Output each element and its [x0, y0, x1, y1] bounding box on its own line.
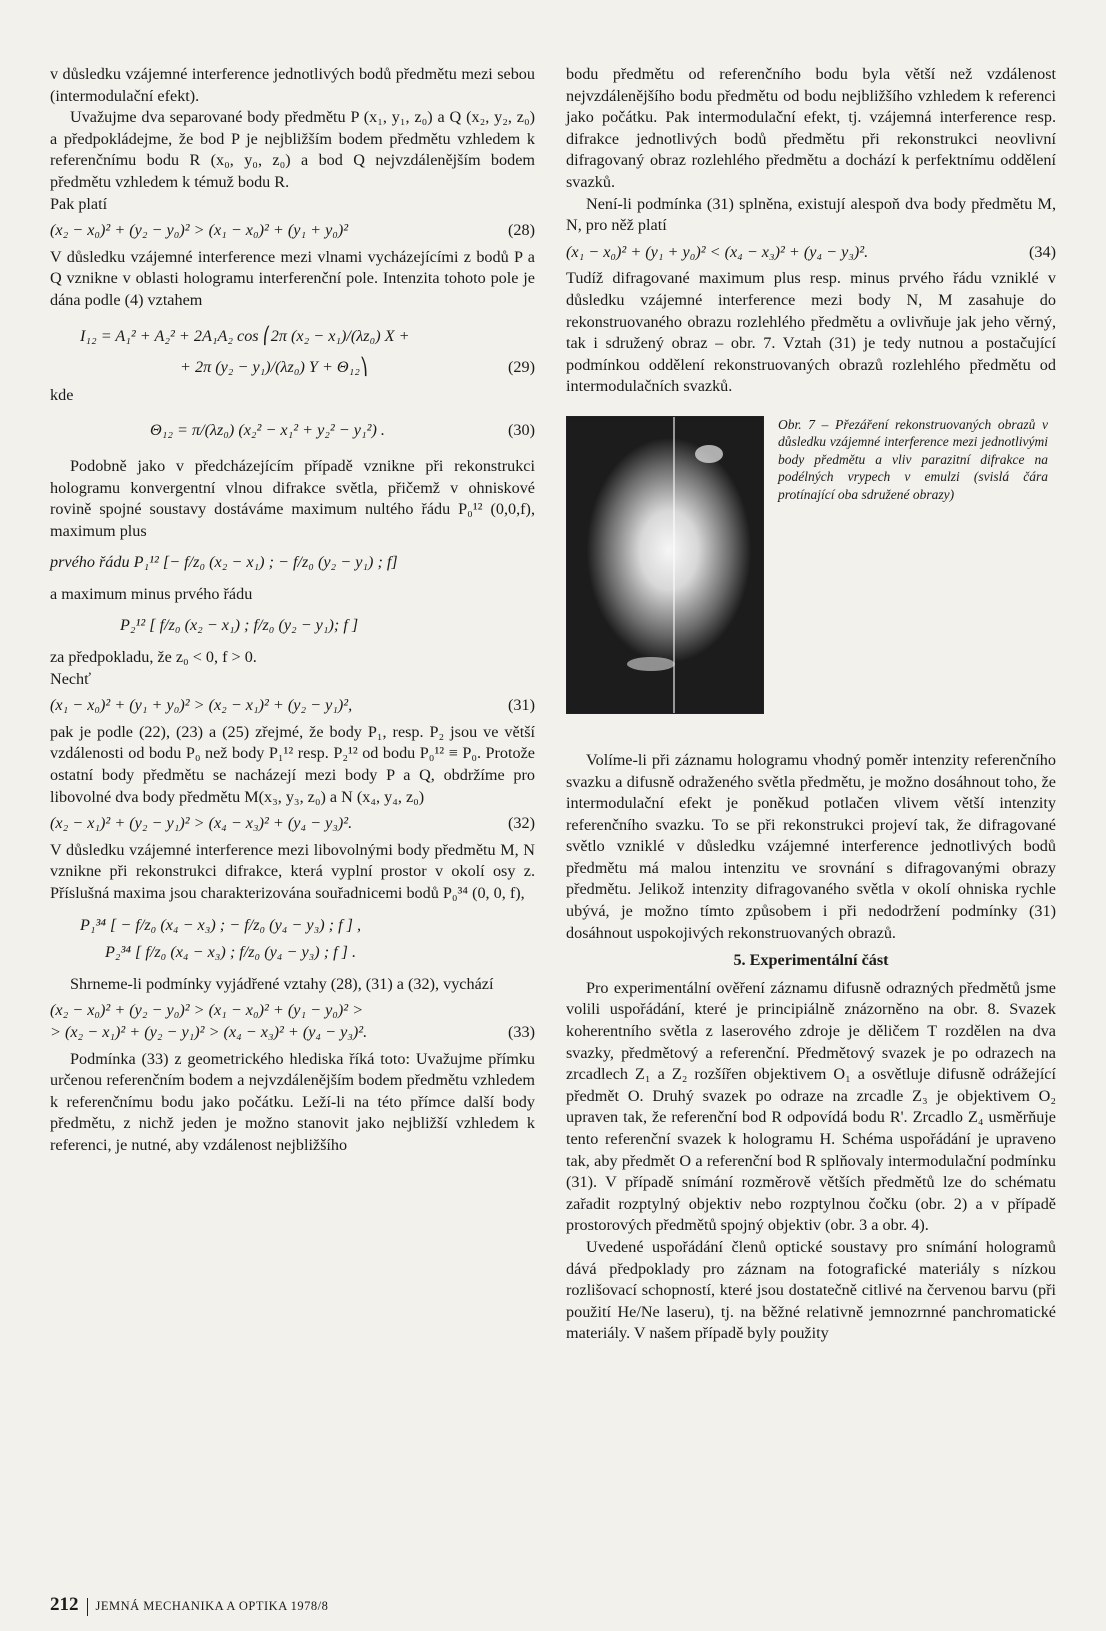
- page-number: 212: [50, 1594, 79, 1615]
- paragraph: Není-li podmínka (31) splněna, existují alespoň dva body předmětu M, N, pro něž platí: [566, 194, 1056, 235]
- paragraph: Volíme-li při záznamu hologramu vhodný poměr intenzity referenčního svazku a difusně odraženého světla předmětu, je možno dosáhnout toho, že intermodulační efekt je poněkud potlačen vlivem větší intenzity referenčního svazku. To se při rekonstrukci projeví tak, že difragované světlo vzniklé v důsledku vzájemné interference jednotlivých bodů předmětu má malou intenzitu ve srovnání s difragovanými obrazy předmětu. Jelikož intenzity difragovaného světla v okolí ohniska rychle ubývá, je možno tímto způsobem i při nedodržení podmínky (31) dosáhnout uspokojivých rekonstruovaných obrazů.: [566, 750, 1056, 942]
- reconstructed-image-spot: [627, 657, 675, 671]
- vertical-scratch-line: [673, 417, 675, 713]
- paragraph: v důsledku vzájemné interference jednotlivých bodů předmětu mezi sebou (intermodulační efekt).: [50, 65, 535, 105]
- paragraph: Shrneme-li podmínky vyjádřené vztahy (28), (31) a (32), vychází: [70, 974, 494, 993]
- right-column: [566, 64, 1056, 1345]
- paragraph: pak je podle (22), (23) a (25) zřejmé, že body P₁, resp. P₂ jsou ve větší vzdálenosti od bodu P₀ než body P₁¹² resp. P₂¹² od bodu P₀¹² ≡ P₀. Protože ostatní body předmětu se nacházejí mezi body P a Q, obdržíme pro libovolné dva body předmětu M(x₃, y₃, z₀) a N (x₄, y₄, z₀): [50, 722, 535, 806]
- equation-29: I₁₂ = A₁² + A₂² + 2A₁A₂ cos ⎛2π (x₂ − x₁)/(λz₀) X + + 2π (y₂ − y₁)/(λz₀) Y + Θ₁₂⎞ (29): [80, 326, 535, 377]
- figure-7: [566, 416, 1056, 714]
- equation-34: (x₁ − x₀)² + (y₁ + y₀)² < (x₄ − x₃)² + (y₄ − y₃)². (34): [566, 242, 1056, 261]
- equation-32: (x₂ − x₁)² + (y₂ − y₁)² > (x₄ − x₃)² + (y₄ − y₃)². (32): [50, 814, 535, 833]
- paragraph: Uvedené uspořádání členů optické soustavy pro snímání hologramů dává předpoklady pro záznam na fotografické materiály s nízkou rozlišovací schopností, které jsou dostatečně citlivé na červenou barvu (při použití He/Ne laseru), tj. na běžné relativně jemnozrnné panchromatické materiály. V našem případě byly použity: [566, 1237, 1056, 1343]
- divider: [87, 1598, 88, 1616]
- journal-name: JEMNÁ MECHANIKA A OPTIKA 1978/8: [95, 1599, 329, 1613]
- paragraph: Pro experimentální ověření záznamu difusně odrazných předmětů jsme volili uspořádání, které je principiálně znázorněno na obr. 8. Svazek koherentního světla z laserového zdroje je děličem T rozdělen na dva svazky, předmětový a referenční. Předmětový svazek je po odrazech na zrcadlech Z₁ a Z₂ rozšířen objektivem O₁ a osvětluje difusně odrážející předmět O. Druhý svazek po odraze na zrcadle Z₃ je objektivem O₂ upraven tak, že referenční bod R odpovídá bodu R'. Zrcadlo Z₄ usměrňuje tento referenční svazek k hologramu H. Schéma uspořádání je upraveno tak, aby předmět O a referenční bod R splňovaly intermodulační podmínku (31). V případě snímání rozměrově větších předmětů lze do schématu zařadit rozptylný objektiv nebo rozptylnou čočku (obr. 2) a v případě prostorových předmětů spojný objektiv (obr. 3 a obr. 4).: [566, 978, 1056, 1235]
- equation-28: (x₂ − x₀)² + (y₂ − y₀)² > (x₁ − x₀)² + (y₁ + y₀)² (28): [50, 221, 535, 240]
- paragraph: V důsledku vzájemné interference mezi vlnami vycházejícími z bodů P a Q vznikne v oblasti hologramu interferenční pole. Intenzita tohoto pole je dána podle (4) vztahem: [50, 247, 535, 309]
- reconstructed-image-spot: [695, 445, 723, 463]
- paragraph: Pak platí: [50, 194, 108, 213]
- equation-p2-34: P₂³⁴ [ f/z₀ (x₄ − x₃) ; f/z₀ (y₄ − y₃) ; f ] .: [105, 943, 357, 962]
- paragraph: Podmínka (33) z geometrického hlediska říká toto: Uvažujme přímku určenou referenčním bodem a nejvzdálenějším bodem předmětu vzhledem k referenčnímu bodu jako počátku. Leží-li na této přímce další body předmětu, z nichž jeden je možno stanovit jako nejbližší vzhledem k referenci, je nutné, aby vzdálenost nejbližšího: [50, 1049, 535, 1154]
- paragraph: Podobně jako v předcházejícím případě vznikne při rekonstrukci hologramu konvergentní vlnou difrakce světla, přičemž v ohniskové rovině spojné soustavy dostáváme maximum nultého řádu P₀¹² (0,0,f), maximum plus: [50, 456, 535, 540]
- equation-p2-12: P₂¹² [ f/z₀ (x₂ − x₁) ; f/z₀ (y₂ − y₁); f ]: [120, 616, 359, 635]
- hologram-photo: [566, 416, 764, 714]
- paragraph: Nechť: [50, 669, 92, 688]
- kde-label: kde: [50, 385, 74, 404]
- paragraph: Tudíž difragované maximum plus resp. minus prvého řádu vzniklé v důsledku vzájemné interference mezi body N, M zasahuje do rekonstruovaného obrazu rozlehlého předmětu a ovlivňuje jak jeho věrný, tak i sdružený obraz – obr. 7. Vztah (31) je tedy nutnou a postačující podmínkou oddělení rekonstruovaných obrazů rozlehlého předmětu od intermodulačních svazků.: [566, 269, 1056, 396]
- paragraph: za předpokladu, že z₀ < 0, f > 0.: [50, 648, 257, 667]
- paragraph: bodu předmětu od referenčního bodu byla větší než vzdálenost nejvzdálenějšího bodu předmětu od bodu nejbližšího vzhledem k referenci jako počátku. Pak intermodulační efekt, tj. vzájemná interference resp. difrakce jednotlivých bodů předmětu při rekonstrukci neovlivní difragovaný obraz rozlehlého předmětu a dochází k perfektnímu oddělení svazků.: [566, 65, 1056, 191]
- equation-31: (x₁ − x₀)² + (y₁ + y₀)² > (x₂ − x₁)² + (y₂ − y₁)², (31): [50, 696, 535, 715]
- equation-33: (x₂ − x₀)² + (y₂ − y₀)² > (x₁ − x₀)² + (y₁ − y₀)² > > (x₂ − x₁)² + (y₂ − y₁)² > (x₄ − x₃)² + (y₄ − y₃)². (33): [50, 1001, 535, 1041]
- figure-caption: Obr. 7 – Přezáření rekonstruovaných obrazů v důsledku vzájemné interference mezi jednotlivými body předmětu a vliv parazitní difrakce na podélných vrypech v emulzi (svislá čára protínající oba sdružené obrazy): [778, 416, 1048, 502]
- equation-p1-34: P₁³⁴ [ − f/z₀ (x₄ − x₃) ; − f/z₀ (y₄ − y₃) ; f ] ,: [80, 915, 362, 934]
- page-footer: [50, 1594, 328, 1616]
- section-heading: 5. Experimentální část: [733, 951, 889, 970]
- paragraph: Uvažujme dva separované body předmětu P (x₁, y₁, z₀) a Q (x₂, y₂, z₀) a předpokládejme, že bod P je nejbližším bodem předmětu vzhledem k referenčnímu bodu R (x₀, y₀, z₀) a bod Q nejvzdálenějším bodem předmětu vzhledem k témuž bodu R.: [50, 108, 535, 191]
- paragraph: V důsledku vzájemné interference mezi libovolnými body předmětu M, N vznikne při rekonstrukci difrakce, která vyplní prostor v okolí osy z. Příslušná maxima jsou charakterizována souřadnicemi bodů P₀³⁴ (0, 0, f),: [50, 840, 535, 902]
- paragraph: a maximum minus prvého řádu: [50, 584, 253, 603]
- equation-p1-12: prvého řádu P₁¹² [− f/z₀ (x₂ − x₁) ; − f/z₀ (y₂ − y₁) ; f]: [50, 553, 398, 572]
- left-column: [50, 64, 535, 1157]
- equation-30: Θ₁₂ = π/(λz₀) (x₂² − x₁² + y₂² − y₁²) . (30): [150, 421, 535, 440]
